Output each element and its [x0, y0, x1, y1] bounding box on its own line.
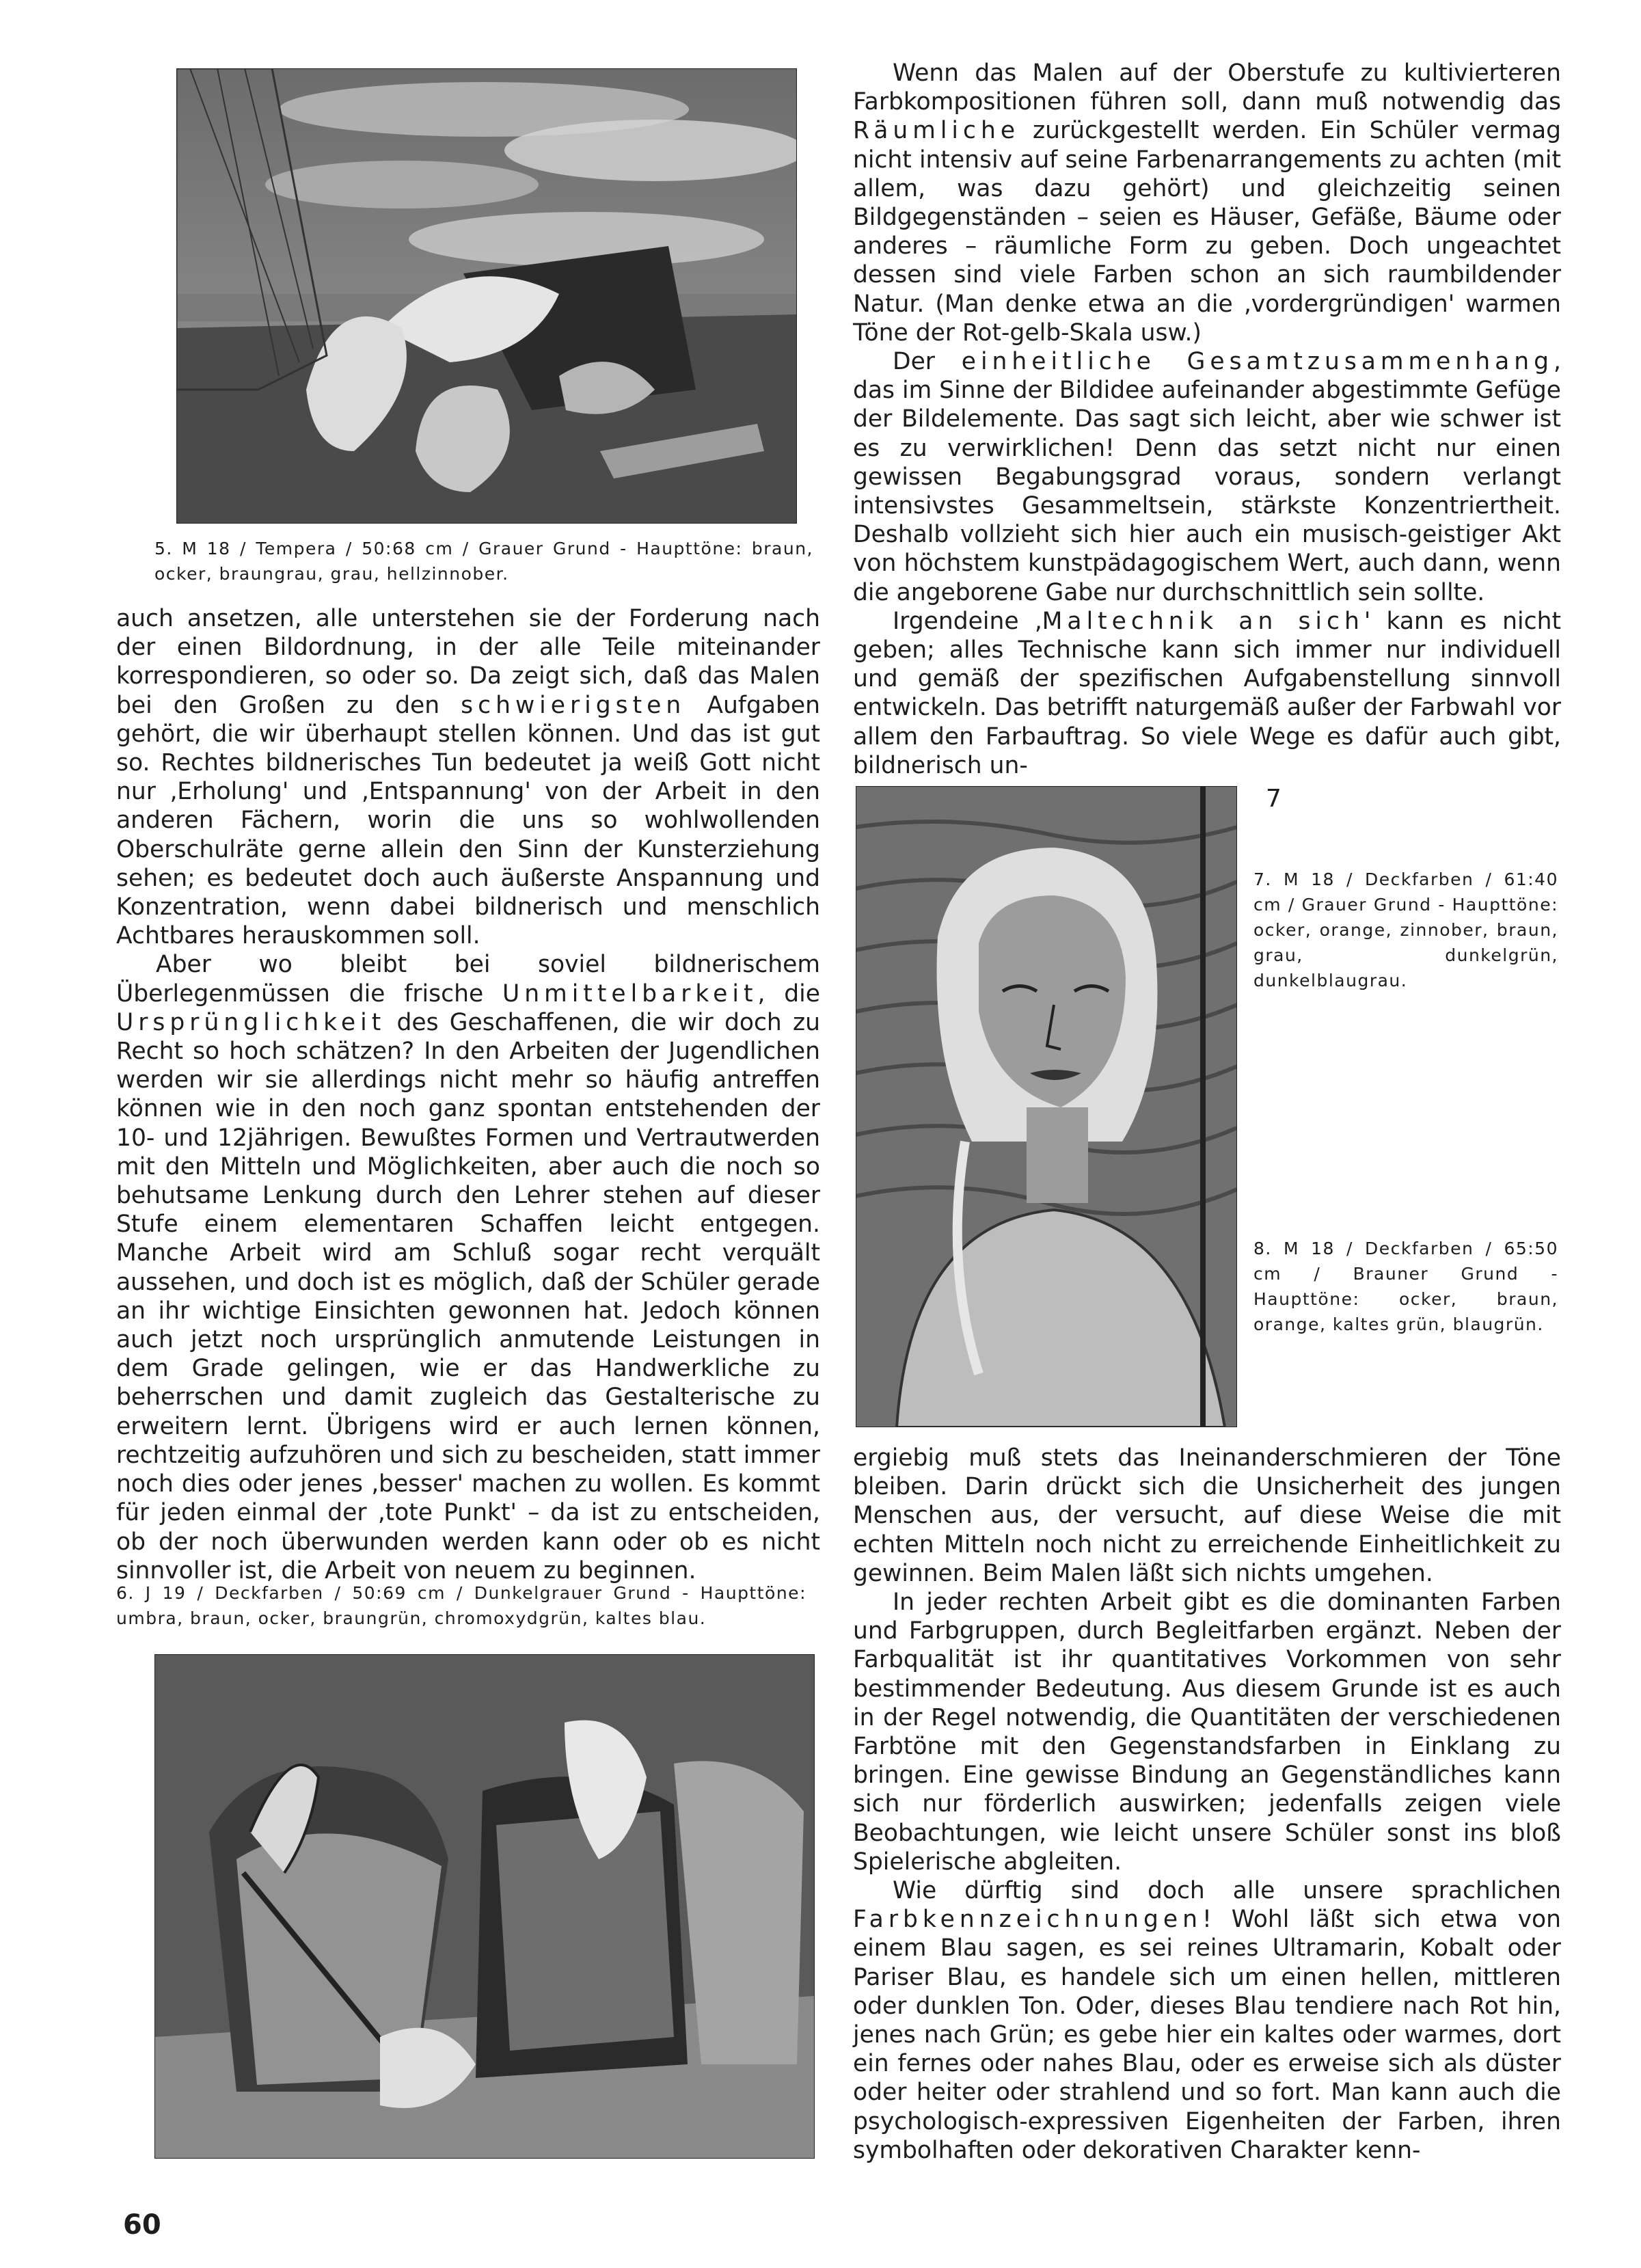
page-number: 60	[123, 2209, 161, 2241]
figure-6-pots-painting	[154, 1654, 815, 2159]
figure-7-caption: 7. M 18 / Deckfarben / 61:40 cm / Grauer Grund - Haupttöne: ocker, orange, zinnober, braun, grau, dunkelgrün, dunkelblaugrau.	[1253, 869, 1558, 990]
right-column-text-top	[853, 59, 1561, 780]
left-column-text	[116, 604, 820, 1585]
left-paragraph-2: Aber wo bleibt bei soviel bildnerischem Überlegenmüssen die frische Unmittelbarkeit, die Ursprünglichkeit des Geschaffenen, die wir doch zu Recht so hoch schätzen? In den Arbeiten der Jugendlichen werden wir sie allerdings nicht mehr so häufig antreffen können wie in den noch ganz spontan entstehenden der 10- und 12jährigen. Bewußtes Formen und Vertrautwerden mit den Mitteln und Möglichkeiten, aber auch die noch so behutsame Lenkung durch den Lehrer stehen auf dieser Stufe einem elementaren Schaffen leicht entgegen. Manche Arbeit wird am Schluß sogar recht verquält aussehen, und doch ist es möglich, daß der Schüler gerade an ihr wichtige Einsichten gewonnen hat. Jedoch können auch jetzt noch ursprünglich anmutende Leistungen in dem Grade gelingen, wie er das Handwerkliche zu beherrschen und damit zugleich das Gestalterische zu erweitern lernt. Übrigens wird er auch lernen können, rechtzeitig aufzuhören und sich zu bescheiden, statt immer noch dies oder jenes ‚besser' machen zu wollen. Es kommt für jeden einmal der ‚tote Punkt' – da ist zu entscheiden, ob der noch überwunden werden kann oder ob es nicht sinnvoller ist, die Arbeit von neuem zu beginnen.	[116, 951, 820, 1584]
right-paragraph-4: ergiebig muß stets das Ineinanderschmieren der Töne bleiben. Darin drückt sich die Unsicherheit des jungen Menschen aus, der versucht, auf diese Weise die mit echten Mitteln noch nicht zu erreichende Einheitlichkeit zu gewinnen. Beim Malen läßt sich nichts umgehen.	[853, 1444, 1561, 1587]
right-column-text-bottom	[853, 1444, 1561, 2165]
right-paragraph-2: Der einheitliche Gesamtzusammenhang, das im Sinne der Bildidee aufeinander abgestimmte Gefüge der Bildelemente. Das sagt sich leicht, aber wie schwer ist es zu verwirklichen! Denn das setzt nicht nur einen gewissen Begabungsgrad voraus, sondern verlangt intensivstes Gesammeltsein, stärkste Konzentriertheit. Deshalb vollzieht sich hier auch ein musisch-geistiger Akt von höchstem kunstpädagogischem Wert, auch dann, wenn die angeborene Gabe nur durchschnittlich sein sollte.	[853, 348, 1561, 606]
figure-8-caption: 8. M 18 / Deckfarben / 65:50 cm / Brauner Grund - Haupttöne: ocker, braun, orange, kaltes grün, blaugrün.	[1253, 1239, 1558, 1334]
figure-6-caption: 6. J 19 / Deckfarben / 50:69 cm / Dunkelgrauer Grund - Haupttöne: umbra, braun, ocker, braungrün, chromoxydgrün, kaltes blau.	[116, 1583, 806, 1628]
right-paragraph-5: In jeder rechten Arbeit gibt es die dominanten Farben und Farbgruppen, durch Begleitfarben ergänzt. Neben der Farbqualität ist ihr quantitatives Vorkommen von sehr bestimmender Bedeutung. Aus diesem Grunde ist es auch in der Regel notwendig, die Quantitäten der verschiedenen Farbtöne mit den Gegenstandsfarben in Einklang zu bringen. Eine gewisse Bindung an Gegenständliches kann sich nur förderlich auswirken; jedenfalls zeigen viele Beobachtungen, wie leicht unsere Schüler sonst ins bloß Spielerische abgleiten.	[853, 1589, 1561, 1876]
right-paragraph-1: Wenn das Malen auf der Oberstufe zu kultivierteren Farbkompositionen führen soll, dann muß notwendig das Räumliche zurückgestellt werden. Ein Schüler vermag nicht intensiv auf seine Farbenarrangements zu achten (mit allem, was dazu gehört) und gleichzeitig seinen Bildgegenständen – seien es Häuser, Gefäße, Bäume oder anderes – räumliche Form zu geben. Doch ungeachtet dessen sind viele Farben schon an sich raumbildender Natur. (Man denke etwa an die ‚vordergründigen' warmen Töne der Rot-gelb-Skala usw.)	[853, 59, 1561, 347]
figure-7-8-portrait-painting	[856, 786, 1237, 1427]
figure-5-shells-painting	[176, 68, 797, 524]
right-paragraph-6: Wie dürftig sind doch alle unsere sprachlichen Farbkennzeichnungen! Wohl läßt sich etwa von einem Blau sagen, es sei reines Ultramarin, Kobalt oder Pariser Blau, es handele sich um einen hellen, mittleren oder dunklen Ton. Oder, dieses Blau tendiere nach Rot hin, jenes nach Grün; es gebe hier ein kaltes oder warmes, dort ein fernes oder nahes Blau, oder es erweise sich als düster oder heiter oder strahlend und so fort. Man kann auch die psychologisch-expressiven Eigenheiten der Farben, ihren symbolhaften oder dekorativen Charakter kenn-	[853, 1877, 1561, 2164]
figure-5-caption: 5. M 18 / Tempera / 50:68 cm / Grauer Grund - Haupttöne: braun, ocker, braungrau, grau, hellzinnober.	[154, 539, 813, 584]
figure-7-number: 7	[1266, 785, 1281, 813]
right-paragraph-3: Irgendeine ‚Maltechnik an sich' kann es nicht geben; alles Technische kann sich immer nur individuell und gemäß der spezifischen Aufgabenstellung sinnvoll entwickeln. Das betrifft naturgemäß außer der Farbwahl vor allem den Farbauftrag. So viele Wege es dafür auch gibt, bildnerisch un-	[853, 607, 1561, 779]
left-paragraph-1: auch ansetzen, alle unterstehen sie der Forderung nach der einen Bildordnung, in der alle Teile miteinander korrespondieren, so oder so. Da zeigt sich, daß das Malen bei den Großen zu den schwierigsten Aufgaben gehört, die wir überhaupt stellen können. Und das ist gut so. Rechtes bildnerisches Tun bedeutet ja weiß Gott nicht nur ‚Erholung' und ‚Entspannung' von der Arbeit in den anderen Fächern, worin die uns so wohlwollenden Oberschulräte gerne allein den Sinn der Kunsterziehung sehen; es bedeutet doch auch äußerste Anspannung und Konzentration, wenn dabei bildnerisch und menschlich Achtbares herauskommen soll.	[116, 605, 820, 950]
